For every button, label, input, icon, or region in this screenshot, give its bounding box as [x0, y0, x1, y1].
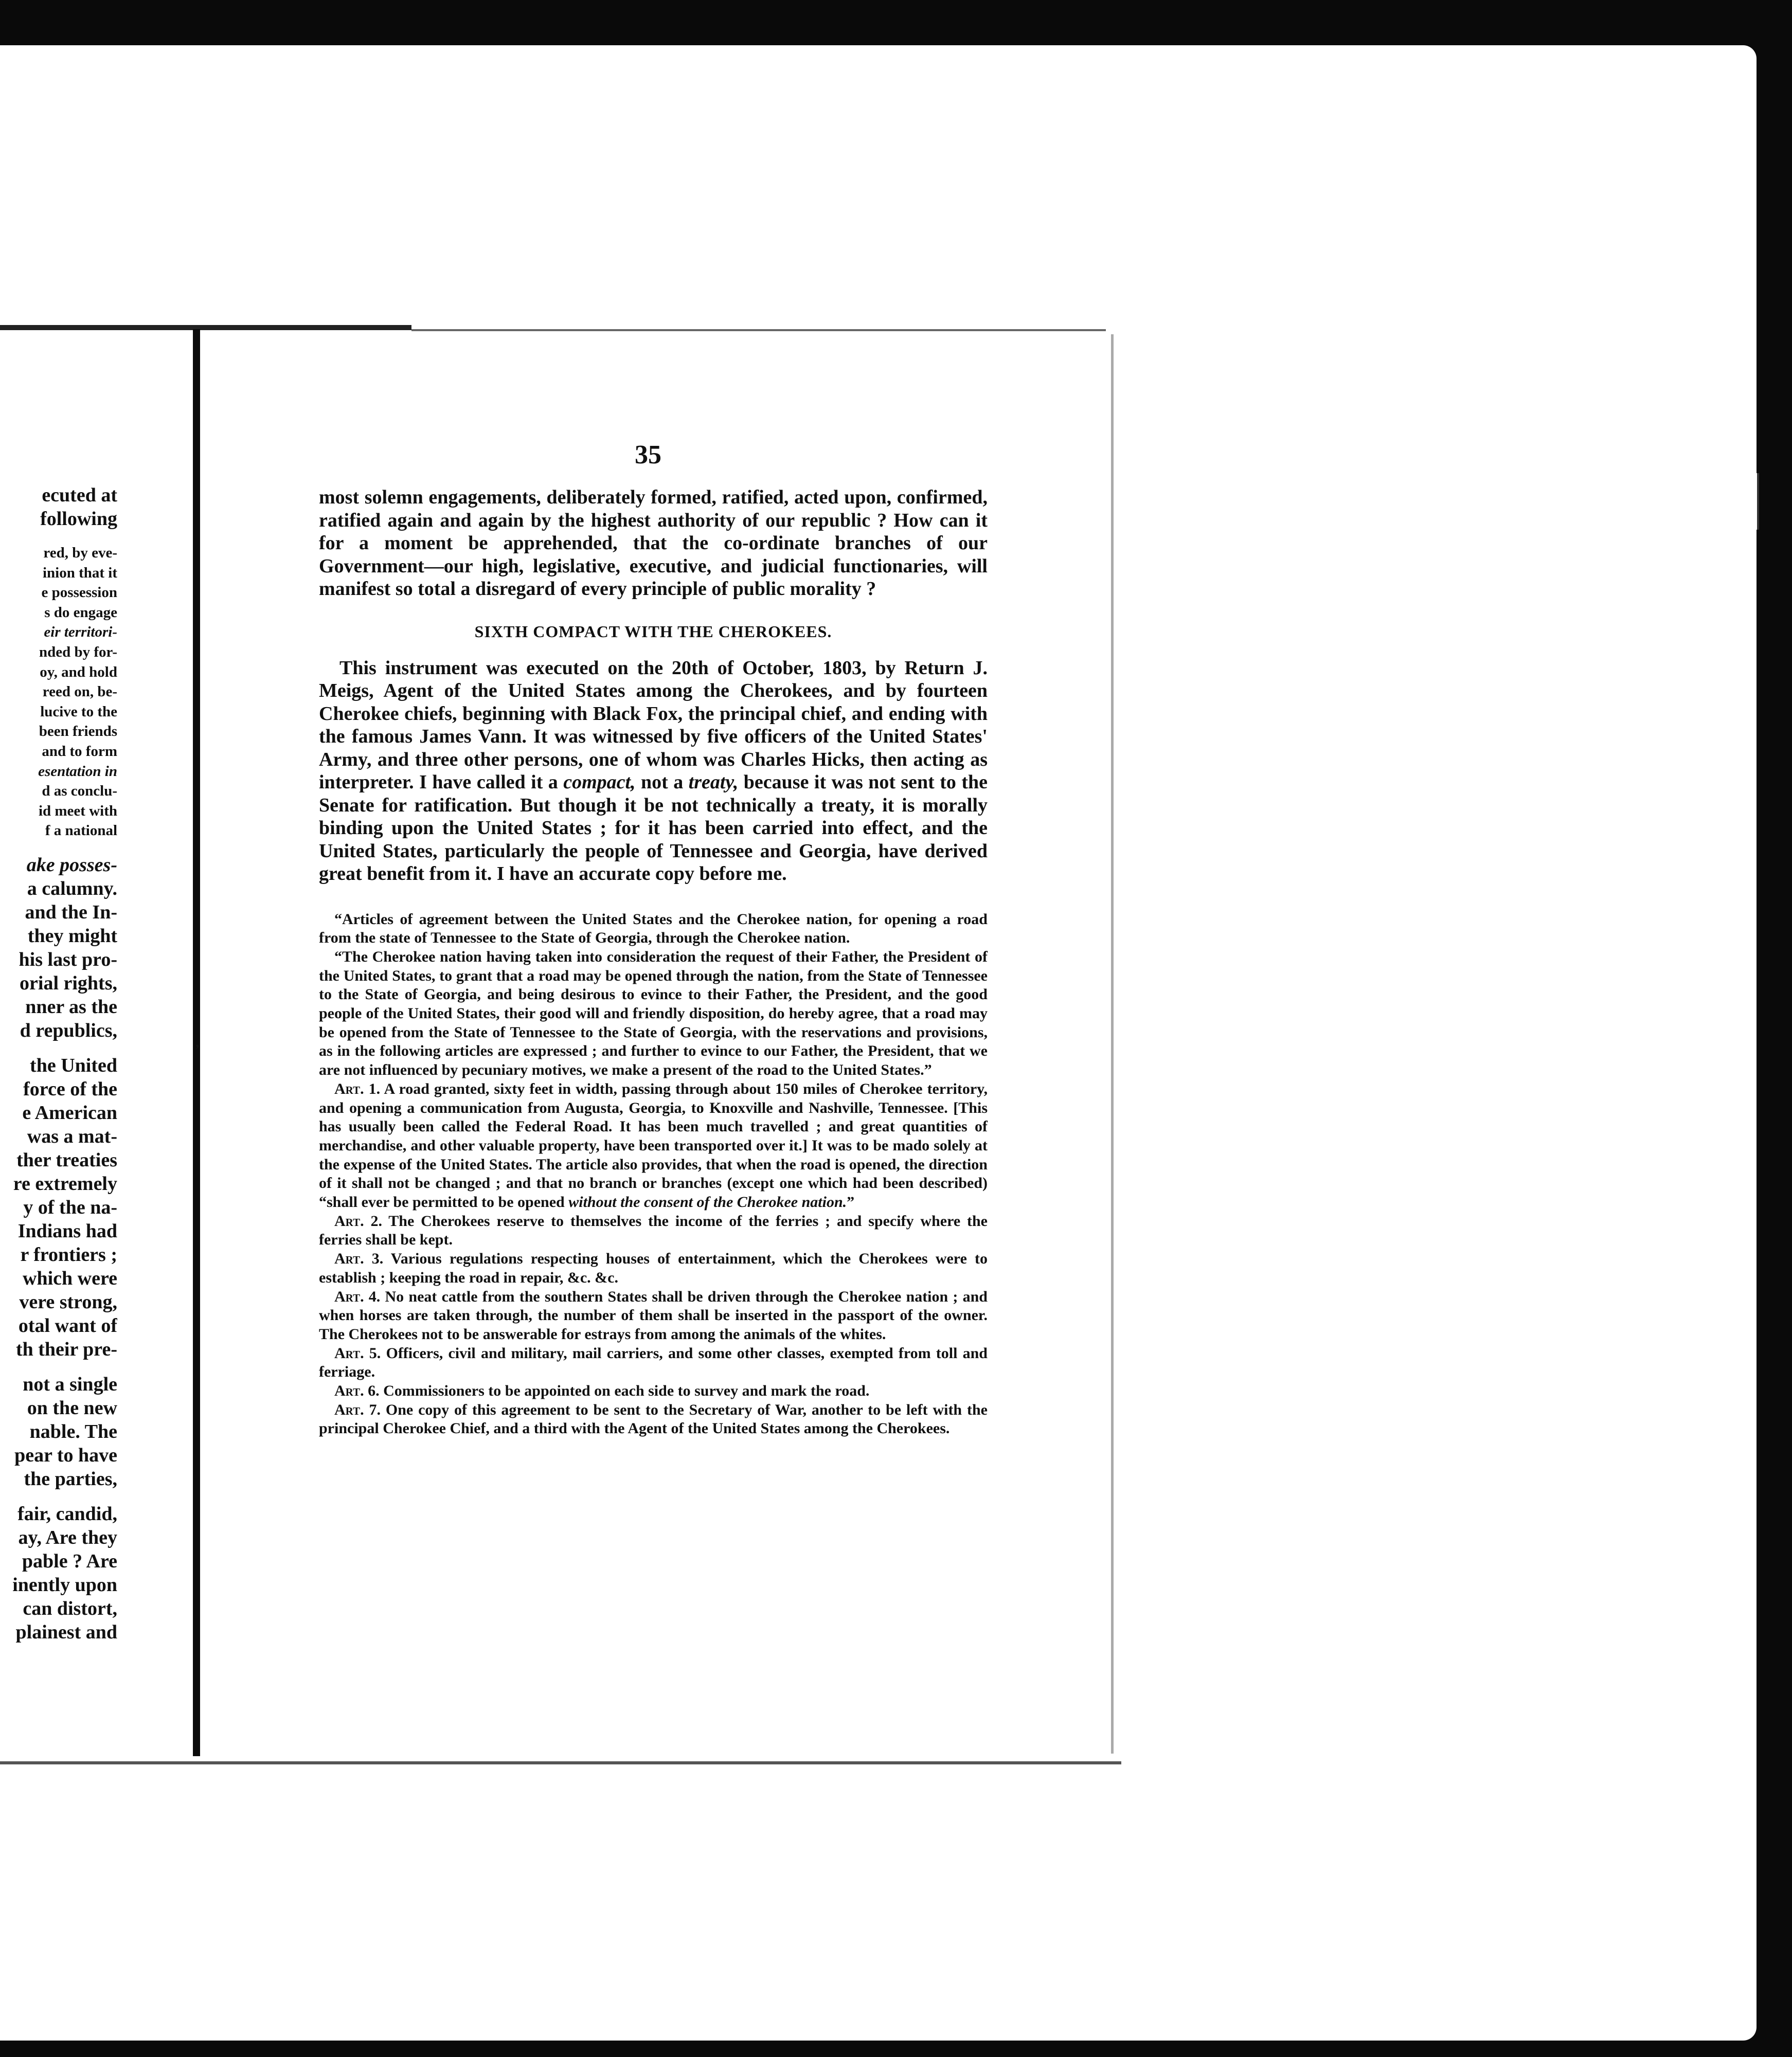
left-line: r frontiers ;: [20, 1243, 117, 1266]
page-number: 35: [635, 440, 661, 470]
left-line: f a national: [45, 822, 117, 839]
left-line: the parties,: [24, 1468, 117, 1490]
page-body: [319, 486, 988, 1438]
left-line: and to form: [42, 743, 117, 760]
left-line: s do engage: [44, 604, 117, 621]
intro-paragraph: [319, 657, 988, 886]
article-6: [319, 1382, 988, 1401]
left-line: e possession: [41, 584, 117, 601]
left-line: lucive to the: [40, 703, 117, 720]
left-line: can distort,: [23, 1597, 117, 1619]
article-label: Art. 3.: [334, 1250, 384, 1268]
article-5: [319, 1344, 988, 1382]
top-rule: [0, 325, 411, 330]
article-7: [319, 1401, 988, 1438]
left-line: was a mat-: [27, 1125, 117, 1147]
left-line: force of the: [23, 1078, 117, 1100]
left-line: on the new: [27, 1397, 117, 1419]
article-text: No neat cattle from the southern States shall be driven through the Cherokee nation ; and when horses are taken through, the number of them shall be inserted in the passport of the owner. The Cherokees not to be answerable for estrays from among the animals of the whites.: [319, 1288, 988, 1343]
left-line: pear to have: [14, 1444, 117, 1466]
article-2: [319, 1212, 988, 1250]
margin-mark: ,: [195, 1034, 200, 1051]
intro-emphasis-treaty: treaty,: [688, 771, 739, 793]
left-line: fair, candid,: [17, 1503, 117, 1525]
left-line: plainest and: [15, 1621, 117, 1643]
article-text: Officers, civil and military, mail carriers, and some other classes, exempted from toll and ferriage.: [319, 1344, 988, 1381]
intro-text: This instrument was executed on the 20th of October, 1803, by Return J. Meigs, Agent of the United States among the Cherokees, and by fourteen Cherokee chiefs, beginning with Black Fox, the principal chief, and ending with the famous James Vann. It was witnessed by five officers of the United States' Army, and three other persons, one of whom was Charles Hicks, then acting as interpreter. I have called it a: [319, 657, 988, 793]
article-text: A road granted, sixty feet in width, passing through about 150 miles of Cherokee territory, and opening a communication from Augusta, Georgia, to Knoxville and Nashville, Tennessee. [This has usually been called the Federal Road. It has been much travelled ; and great quantities of merchandise, and other valuable property, have been transported over it.] It was to be mado solely at the expense of the United States. The article also provides, that when the road is opened, the direction of it shall not be changed ; and that no branch or branches (except one which had been described) “shall ever be permitted to be opened: [319, 1080, 988, 1211]
left-line: re extremely: [13, 1172, 117, 1195]
intro-text: because it was not sent to the Senate for ratification. But though it be not technically a treaty, it is morally binding upon the United States ; for it has been carried into effect, and the United States, particularly the people of Tennessee and Georgia, have derived great benefit from it. I have an accurate copy before me.: [319, 771, 988, 885]
left-page-fragment: [0, 483, 117, 1644]
left-line: his last pro-: [19, 948, 117, 970]
left-line: e American: [22, 1102, 117, 1124]
article-1: [319, 1080, 988, 1212]
left-line: ecuted at: [42, 484, 117, 506]
left-line: oy, and hold: [40, 663, 117, 680]
article-label: Art. 4.: [334, 1288, 381, 1305]
left-line: id meet with: [38, 802, 117, 819]
article-label: Art. 6.: [334, 1382, 380, 1400]
quoted-articles: [319, 910, 988, 1439]
article-text: Commissioners to be appointed on each side to survey and mark the road.: [379, 1382, 870, 1400]
left-line: a calumny.: [27, 877, 117, 899]
article-text: Various regulations respecting houses of entertainment, which the Cherokees were to establish ; keeping the road in repair, &c. &c.: [319, 1250, 988, 1286]
article-label: Art. 7.: [334, 1401, 381, 1418]
article-emphasis: without the consent of the Cherokee nation.: [568, 1194, 847, 1211]
article-text: One copy of this agreement to be sent to the Secretary of War, another to be left with the principal Cherokee Chief, and a third with the Agent of the United States among the Cherokees.: [319, 1401, 988, 1437]
left-line: the United: [30, 1054, 117, 1076]
left-line: following: [40, 508, 117, 530]
intro-emphasis-compact: compact,: [563, 771, 636, 793]
left-line: inently upon: [12, 1574, 117, 1596]
top-rule-right: [411, 329, 1106, 331]
article-text: The Cherokees reserve to themselves the income of the ferries ; and specify where the ferries shall be kept.: [319, 1212, 988, 1249]
left-line: th their pre-: [15, 1338, 117, 1360]
left-line: nded by for-: [39, 643, 117, 660]
left-line: and the In-: [25, 901, 117, 923]
scan-edge-mark: [1749, 473, 1759, 530]
bottom-rule: [0, 1761, 1121, 1764]
left-line: red, by eve-: [43, 545, 117, 561]
article-text: ”: [847, 1194, 855, 1211]
left-line: reed on, be-: [42, 683, 117, 700]
left-line: been friends: [39, 723, 117, 740]
article-4: [319, 1288, 988, 1344]
left-line: ther treaties: [16, 1149, 117, 1171]
left-line: esentation in: [38, 763, 117, 780]
left-line: inion that it: [42, 564, 117, 581]
left-line: nable. The: [29, 1420, 117, 1442]
opening-paragraph: most solemn engagements, deliberately formed, ratified, acted upon, confirmed, ratified again and again by the highest authority of our republic ? How can it for a moment be apprehended, that the co-ordinate branches of our Government—our high, legislative, executive, and judicial functionaries, will manifest so total a disregard of every principle of public morality ?: [319, 486, 988, 600]
left-line: otal want of: [18, 1314, 117, 1337]
quote-preamble: “The Cherokee nation having taken into consideration the request of their Father, the President of the United States, to grant that a road may be opened through the nation, from the State of Tennessee to the State of Georgia, and being desirous to evince to their Father, the President, and the good people of the United States, their good will and friendly disposition, do hereby agree, that a road may be opened from the State of Tennessee to the State of Georgia, with the reservations and provisions, as in the following articles are expressed ; and further to evince to our Father, the President, that we are not influenced by pecuniary motives, we make a present of the road to the United States.”: [319, 948, 988, 1079]
article-label: Art. 1.: [334, 1080, 381, 1097]
intro-text: not a: [635, 771, 689, 793]
section-title: SIXTH COMPACT WITH THE CHEROKEES.: [474, 622, 832, 641]
left-line: eir territori-: [44, 624, 117, 641]
left-line: d republics,: [20, 1019, 117, 1041]
left-line: not a single: [23, 1373, 117, 1395]
left-line: y of the na-: [23, 1196, 117, 1218]
left-line: which were: [23, 1267, 117, 1289]
left-line: ake posses-: [26, 854, 117, 876]
left-line: pable ? Are: [22, 1550, 117, 1572]
page-right-edge: [1111, 334, 1114, 1754]
article-label: Art. 5.: [334, 1344, 381, 1362]
left-line: Indians had: [17, 1220, 117, 1242]
left-line: orial rights,: [20, 972, 117, 994]
article-label: Art. 2.: [334, 1212, 382, 1230]
left-line: d as conclu-: [42, 783, 117, 800]
left-line: vere strong,: [19, 1291, 117, 1313]
quote-heading: “Articles of agreement between the United States and the Cherokee nation, for opening a road from the state of Tennessee to the State of Georgia, through the Cherokee nation.: [319, 910, 988, 947]
article-3: [319, 1250, 988, 1287]
left-line: ay, Are they: [18, 1526, 117, 1548]
left-line: nner as the: [25, 996, 117, 1018]
left-line: they might: [27, 925, 117, 947]
